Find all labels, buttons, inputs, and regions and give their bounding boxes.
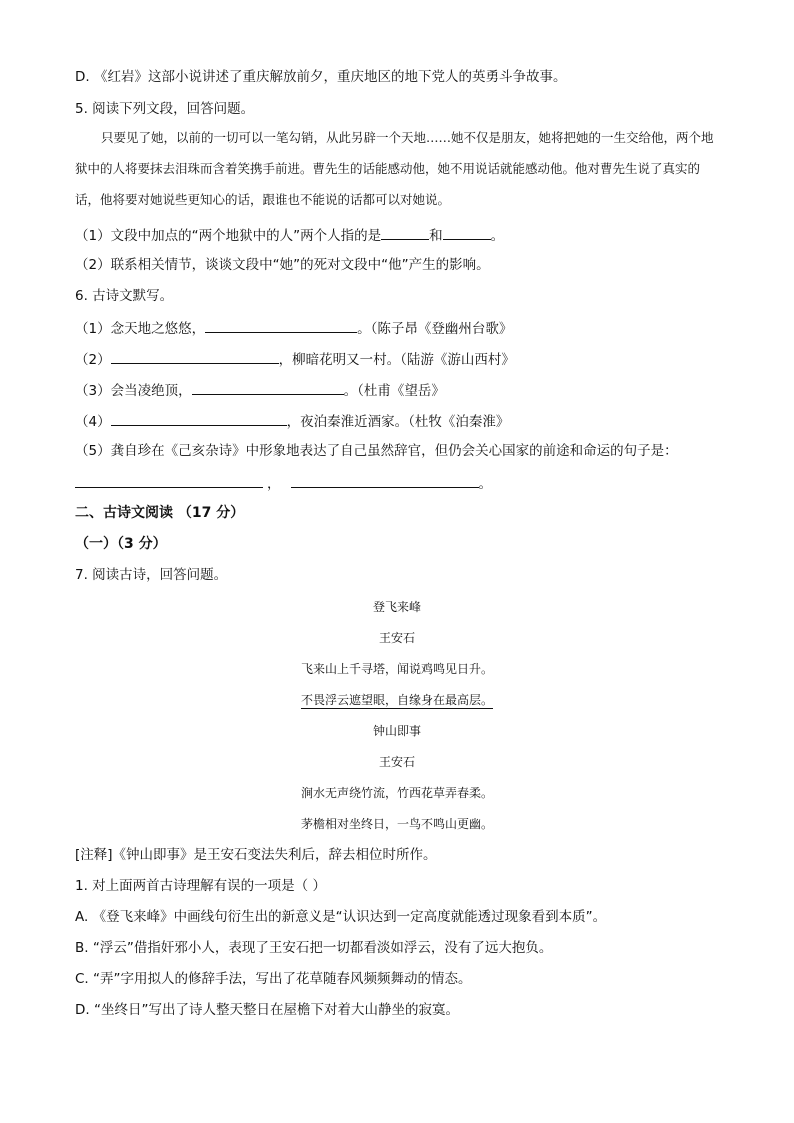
q5-sub2: （2）联系相关情节，谈谈文段中“她”的死对文段中“他”产生的影响。 — [75, 257, 490, 273]
option-a[interactable]: A. 《登飞来峰》中画线句衍生出的新意义是“认识达到一定高度就能透过现象看到本质”。 — [75, 909, 607, 925]
q6-sub1 — [75, 318, 512, 338]
option-d-hongyan: D. 《红岩》这部小说讲述了重庆解放前夕，重庆地区的地下党人的英勇斗争故事。 — [75, 69, 567, 85]
q6-sub1-prefix: （1）念天地之悠悠， — [75, 321, 206, 337]
q6-sub2 — [75, 349, 515, 369]
q5-title: 5. 阅读下列文段，回答问题。 — [75, 101, 255, 117]
q6-sub4 — [75, 411, 509, 431]
q5-sub1-prefix: （1）文段中加点的“两个地狱中的人”两个人指的是 — [75, 228, 382, 244]
poem2-author: 王安石 — [378, 755, 415, 769]
option-c[interactable]: C. “弄”字用拟人的修辞手法，写出了花草随春风频频舞动的情态。 — [75, 971, 472, 987]
q6-sub4-prefix: （4） — [75, 414, 111, 430]
poem1-title: 登飞来峰 — [372, 600, 421, 614]
q6-title: 6. 古诗文默写。 — [75, 288, 174, 304]
q6-sub5: （5）龚自珍在《己亥杂诗》中形象地表达了自己虽然辞官，但仍会关心国家的前途和命运的句子是： — [75, 443, 678, 459]
option-b[interactable]: B. “浮云”借指奸邪小人，表现了王安石把一切都看淡如浮云，没有了远大抱负。 — [75, 940, 553, 956]
poem2-line1: 涧水无声绕竹流，竹西花草弄春柔。 — [300, 786, 493, 800]
q5-passage: 只要见了她，以前的一切可以一笔勾销，从此另辟一个天地……她不仅是朋友，她将把她的一生交给他，两个地狱中的人将要抹去泪珠而含着笑携手前进。曹先生的话能感动他，她不用说话就能感动他。他对曹先生说了真实的话，他将要对她说些更知心的话，跟谁也不能说的话都可以对她说。 — [75, 130, 714, 207]
poem2-title: 钟山即事 — [372, 724, 421, 738]
section2-subheading: （一）（3 分） — [75, 536, 167, 552]
poem2-line2: 茅檐相对坐终日，一鸟不鸣山更幽。 — [300, 817, 493, 831]
q6-sub3-prefix: （3）会当凌绝顶， — [75, 383, 192, 399]
q6-sub2-suffix: ，柳暗花明又一村。（陆游《游山西村》 — [278, 352, 515, 368]
option-d[interactable]: D. “坐终日”写出了诗人整天整日在屋檐下对着大山静坐的寂寞。 — [75, 1002, 459, 1018]
answer-blank[interactable] — [111, 411, 287, 426]
q7-sub1: 1. 对上面两首古诗理解有误的一项是（ ） — [75, 878, 326, 894]
q6-sub5-answers — [75, 473, 492, 493]
q5-sub1-mid: 和 — [429, 228, 443, 244]
q6-sub2-prefix: （2） — [75, 352, 111, 368]
section2-heading: 二、古诗文阅读 （17 分） — [75, 505, 245, 521]
q6-sub3 — [75, 380, 445, 400]
q6-sub4-suffix: ，夜泊秦淮近酒家。（杜牧《泊秦淮》 — [286, 414, 510, 430]
answer-blank[interactable] — [381, 225, 429, 240]
answer-blank[interactable] — [75, 473, 263, 488]
q6-sub3-suffix: 。（杜甫《望岳》 — [343, 383, 445, 399]
poem1-author: 王安石 — [378, 631, 415, 645]
poem1-line2-underlined — [240, 691, 554, 709]
answer-blank[interactable] — [443, 225, 491, 240]
poem1-line1: 飞来山上千寻塔，闻说鸡鸣见日升。 — [300, 662, 493, 676]
q6-sub1-suffix: 。（陈子昂《登幽州台歌》 — [357, 321, 513, 337]
answer-blank[interactable] — [192, 380, 344, 395]
answer-blank[interactable] — [291, 473, 479, 488]
answer-blank[interactable] — [111, 349, 279, 364]
poem-note: [注释]《钟山即事》是王安石变法失利后，辞去相位时所作。 — [75, 847, 437, 863]
q5-sub1-end: 。 — [490, 228, 505, 244]
q7-title: 7. 阅读古诗，回答问题。 — [75, 567, 228, 583]
answer-blank[interactable] — [205, 318, 357, 333]
q6-sub5-end: 。 — [478, 476, 492, 492]
underlined-verse: 不畏浮云遮望眼，自缘身在最高层。 — [300, 693, 493, 707]
q6-sub5-separator: ， — [267, 476, 281, 492]
q5-sub1 — [75, 225, 504, 245]
